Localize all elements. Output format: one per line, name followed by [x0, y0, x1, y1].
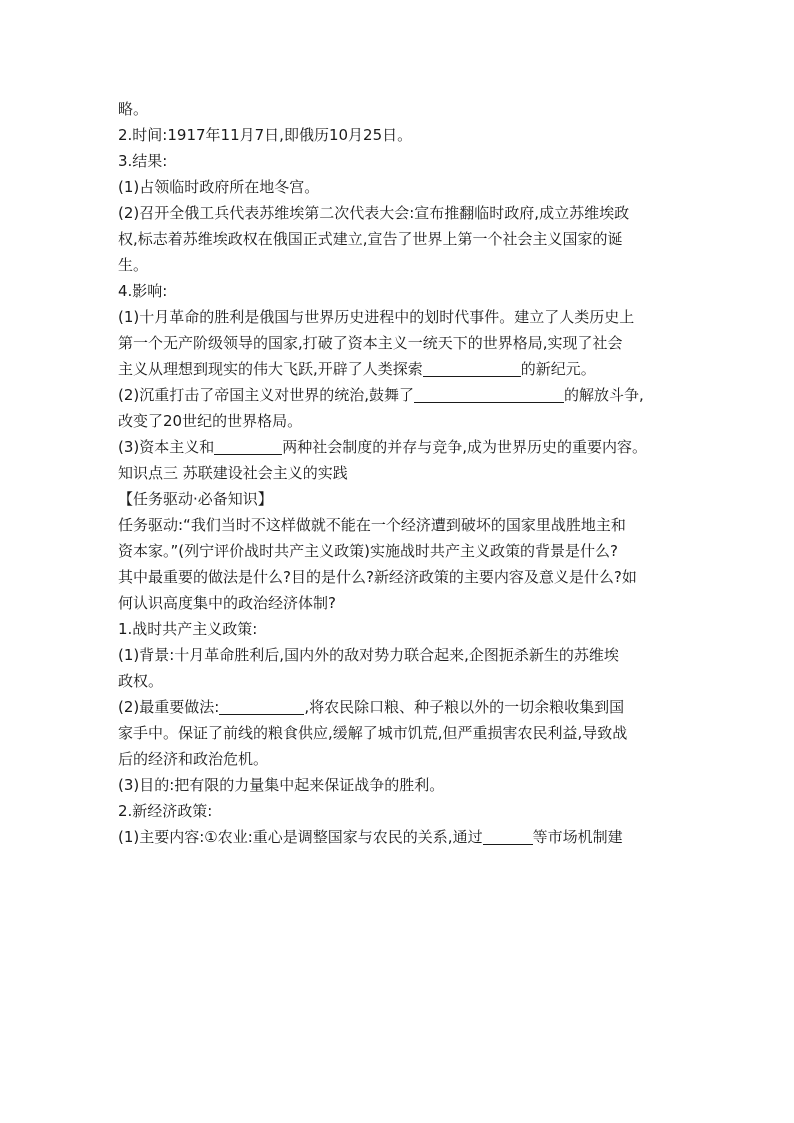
text-line	[118, 382, 686, 408]
text-line: (2)召开全俄工兵代表苏维埃第二次代表大会:宣布推翻临时政府,成立苏维埃政	[118, 204, 630, 222]
text-line	[118, 824, 686, 850]
text-line	[118, 694, 686, 720]
text-line: 改变了20世纪的世界格局。	[118, 412, 303, 430]
text-segment: 两种社会制度的并存与竞争,成为世界历史的重要内容。	[282, 438, 648, 456]
text-segment: (2)沉重打击了帝国主义对世界的统治,鼓舞了	[118, 386, 415, 404]
text-line: 1.战时共产主义政策:	[118, 620, 258, 638]
text-segment: (3)资本主义和	[118, 438, 215, 456]
text-segment: 等市场机制建	[532, 828, 623, 846]
document-page	[118, 96, 686, 850]
subsection-heading: 【任务驱动·必备知识】	[118, 490, 273, 508]
text-line: 生。	[118, 256, 149, 274]
text-line: 资本家。”(列宁评价战时共产主义政策)实施战时共产主义政策的背景是什么?	[118, 542, 618, 560]
text-segment: 的新纪元。	[520, 360, 596, 378]
text-line: 家手中。保证了前线的粮食供应,缓解了城市饥荒,但严重损害农民利益,导致战	[118, 724, 628, 742]
text-line: (3)目的:把有限的力量集中起来保证战争的胜利。	[118, 776, 445, 794]
text-line: 4.影响:	[118, 282, 168, 300]
section-heading: 知识点三 苏联建设社会主义的实践	[118, 464, 348, 482]
text-segment: (2)最重要做法:	[118, 698, 220, 716]
text-line: 任务驱动:“我们当时不这样做就不能在一个经济遭到破坏的国家里战胜地主和	[118, 516, 626, 534]
text-line	[118, 434, 686, 460]
text-line: 2.新经济政策:	[118, 802, 213, 820]
text-line: (1)占领临时政府所在地冬宫。	[118, 178, 320, 196]
text-line: 后的经济和政治危机。	[118, 750, 269, 768]
text-line: 2.时间:1917年11月7日,即俄历10月25日。	[118, 126, 413, 144]
text-segment: (1)主要内容:①农业:重心是调整国家与农民的关系,通过	[118, 828, 483, 846]
text-line: 权,标志着苏维埃政权在俄国正式建立,宣告了世界上第一个社会主义国家的诞	[118, 230, 623, 248]
text-line: 3.结果:	[118, 152, 168, 170]
text-line: 何认识高度集中的政治经济体制?	[118, 594, 336, 612]
text-line: 其中最重要的做法是什么?目的是什么?新经济政策的主要内容及意义是什么?如	[118, 568, 637, 586]
text-line: 第一个无产阶级领导的国家,打破了资本主义一统天下的世界格局,实现了社会	[118, 334, 623, 352]
text-line: (1)背景:十月革命胜利后,国内外的敌对势力联合起来,企图扼杀新生的苏维埃	[118, 646, 619, 664]
fill-in-blank[interactable]	[414, 386, 564, 403]
fill-in-blank[interactable]	[214, 438, 282, 455]
fill-in-blank[interactable]	[483, 828, 533, 845]
text-segment: 的解放斗争,	[564, 386, 644, 404]
text-segment: 主义从理想到现实的伟大飞跃,开辟了人类探索	[118, 360, 423, 378]
text-line: 政权。	[118, 672, 164, 690]
text-line	[118, 356, 686, 382]
text-segment: ,将农民除口粮、种子粮以外的一切余粮收集到国	[304, 698, 625, 716]
text-line: 略。	[118, 100, 149, 118]
text-line: (1)十月革命的胜利是俄国与世界历史进程中的划时代事件。建立了人类历史上	[118, 308, 635, 326]
fill-in-blank[interactable]	[219, 698, 304, 715]
fill-in-blank[interactable]	[423, 360, 521, 377]
